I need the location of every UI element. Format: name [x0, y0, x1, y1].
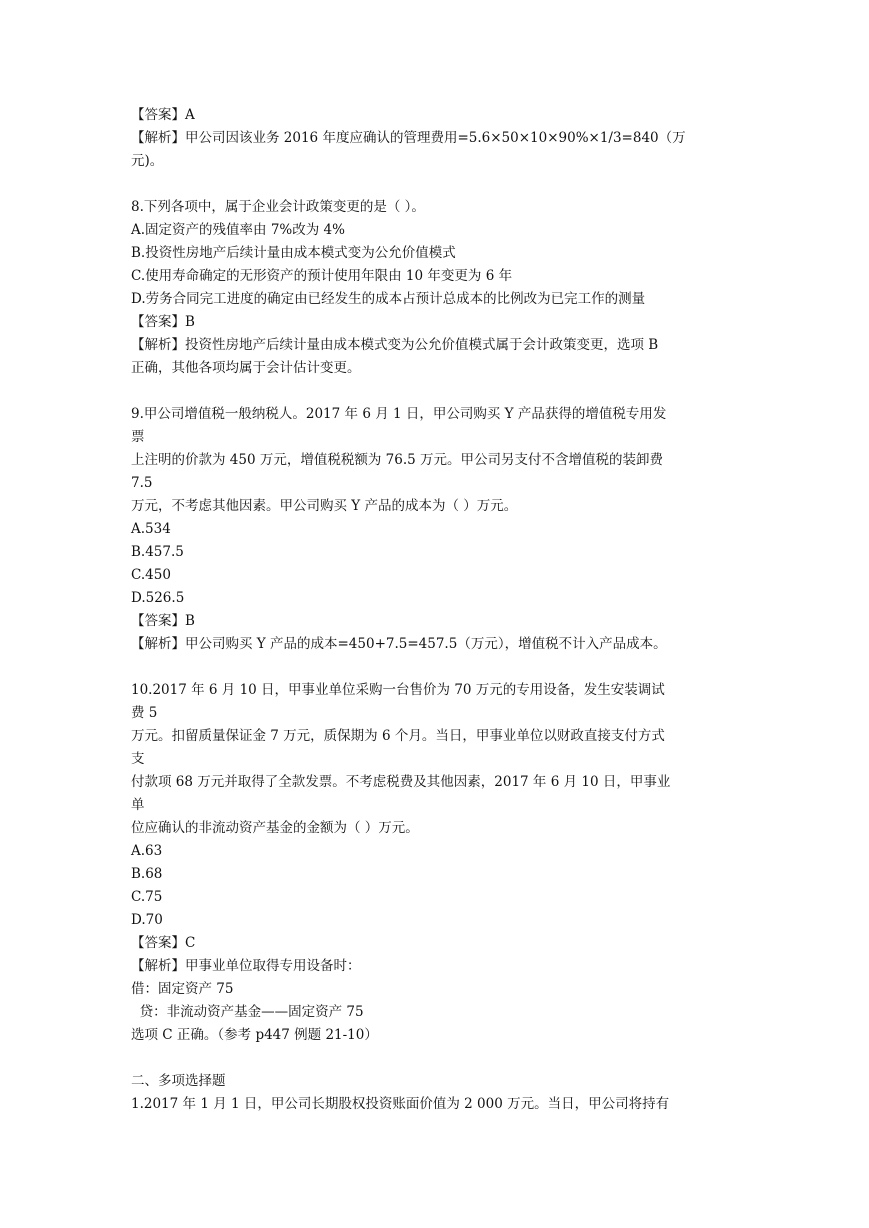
text-line: 上注明的价款为 450 万元，增值税税额为 76.5 万元。甲公司另支付不含增值税的装卸费 [131, 452, 663, 468]
text-line: 位应确认的非流动资产基金的金额为（ ）万元。 [131, 820, 419, 836]
text-line: 票 [131, 429, 145, 445]
text-line: 万元，不考虑其他因素。甲公司购买 Y 产品的成本为（ ）万元。 [131, 498, 518, 514]
text-line: 【解析】甲事业单位取得专用设备时： [131, 958, 361, 974]
text-line: 【答案】B [131, 613, 195, 629]
text-line: 1.2017 年 1 月 1 日，甲公司长期股权投资账面价值为 2 000 万元。当日，甲公司将持有 [131, 1096, 670, 1112]
text-line: 元)。 [131, 153, 164, 169]
text-line: 【解析】甲公司因该业务 2016 年度应确认的管理费用=5.6×50×10×90%×1/3=840（万 [131, 130, 686, 146]
text-line: C.450 [131, 567, 171, 583]
text-line: 【答案】A [131, 107, 195, 123]
text-line: 支 [131, 751, 145, 767]
text-line: 8.下列各项中，属于企业会计政策变更的是（ ）。 [131, 199, 425, 215]
text-line: 付款项 68 万元并取得了全款发票。不考虑税费及其他因素，2017 年 6 月 10 日，甲事业 [131, 774, 671, 790]
text-line: 7.5 [131, 475, 153, 491]
text-line: 万元。扣留质量保证金 7 万元，质保期为 6 个月。当日，甲事业单位以财政直接支付方式 [131, 728, 665, 744]
text-line: D.劳务合同完工进度的确定由已经发生的成本占预计总成本的比例改为已完工作的测量 [131, 291, 646, 307]
blank-line [131, 1047, 751, 1070]
text-line: A.固定资产的残值率由 7%改为 4% [131, 222, 345, 238]
text-line: 【解析】甲公司购买 Y 产品的成本=450+7.5=457.5（万元），增值税不计入产品成本。 [131, 636, 667, 652]
text-line: 9.甲公司增值税一般纳税人。2017 年 6 月 1 日，甲公司购买 Y 产品获得的增值税专用发 [131, 406, 667, 422]
text-line: C.75 [131, 889, 163, 905]
text-line: D.526.5 [131, 590, 185, 606]
document-page [131, 104, 751, 1116]
text-line: 二、多项选择题 [131, 1073, 226, 1089]
text-line: 【解析】投资性房地产后续计量由成本模式变为公允价值模式属于会计政策变更，选项 B [131, 337, 659, 353]
text-line: B.457.5 [131, 544, 184, 560]
text-line: A.63 [131, 843, 163, 859]
text-line: B.68 [131, 866, 163, 882]
text-line: 10.2017 年 6 月 10 日，甲事业单位采购一台售价为 70 万元的专用设备，发生安装调试 [131, 682, 665, 698]
blank-line [131, 380, 751, 403]
blank-line [131, 173, 751, 196]
text-line: C.使用寿命确定的无形资产的预计使用年限由 10 年变更为 6 年 [131, 268, 513, 284]
text-line: B.投资性房地产后续计量由成本模式变为公允价值模式 [131, 245, 456, 261]
text-line: 【答案】C [131, 935, 196, 951]
text-line: 费 5 [131, 705, 158, 721]
text-line: 贷：非流动资产基金——固定资产 75 [131, 1004, 364, 1020]
text-line: D.70 [131, 912, 163, 928]
text-line: 借：固定资产 75 [131, 981, 234, 997]
text-line: 选项 C 正确。（参考 p447 例题 21-10） [131, 1027, 378, 1043]
text-line: 单 [131, 797, 145, 813]
text-line: 【答案】B [131, 314, 195, 330]
text-line: 正确，其他各项均属于会计估计变更。 [131, 360, 361, 376]
blank-line [131, 656, 751, 679]
text-line: A.534 [131, 521, 171, 537]
